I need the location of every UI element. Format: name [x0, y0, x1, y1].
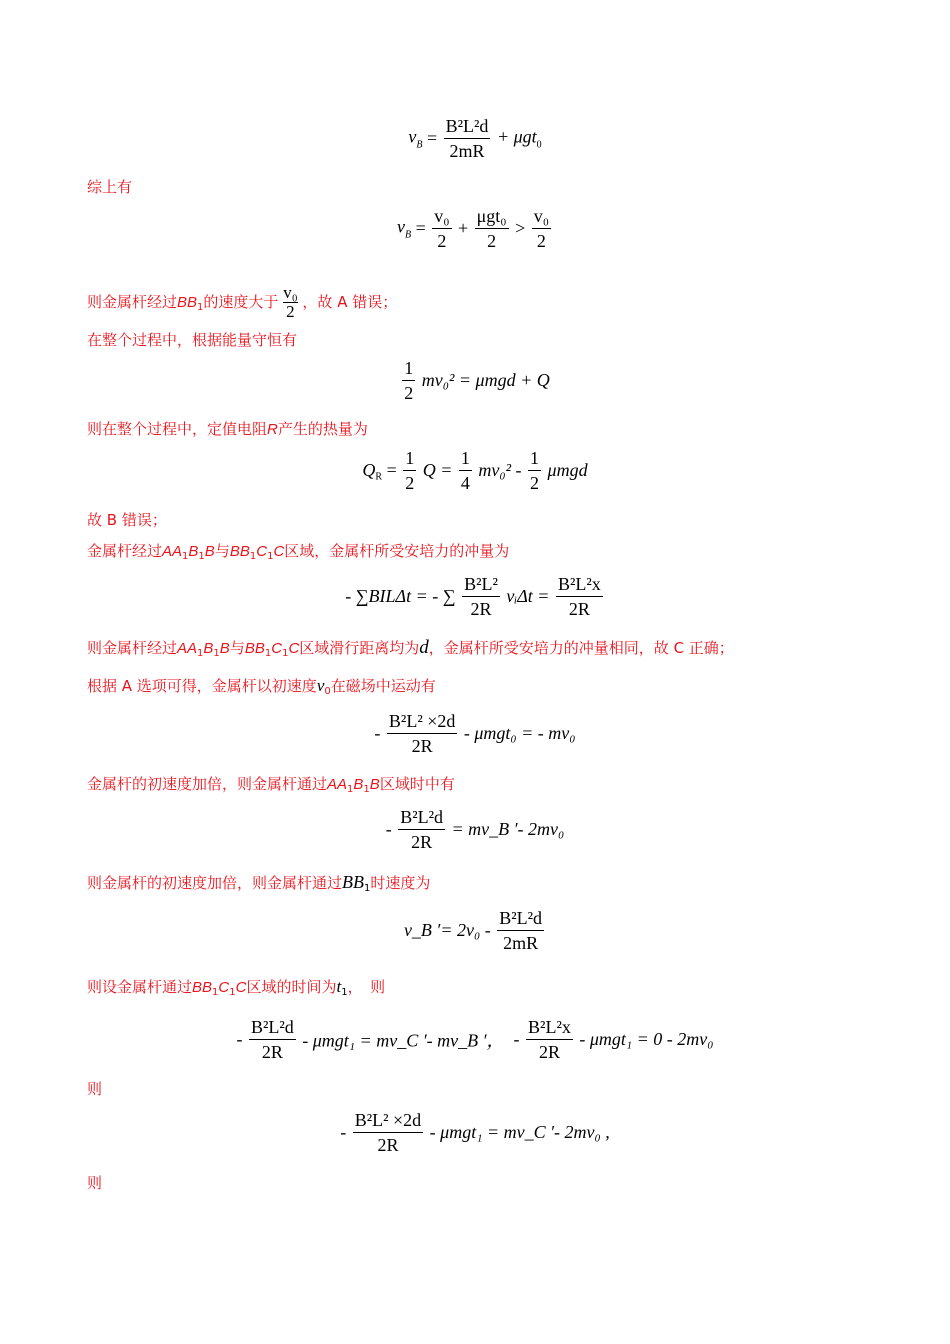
- eq-term: mv₀² = μmgd + Q: [421, 370, 550, 390]
- eq-term: - ∑BILΔt = - ∑: [345, 586, 456, 606]
- text: 则设金属杆通过: [87, 978, 193, 996]
- subscript: 1: [267, 551, 274, 562]
- text: B: [369, 776, 380, 793]
- denominator: 2R: [470, 599, 492, 619]
- text: BB: [229, 543, 250, 560]
- fraction: [402, 356, 415, 405]
- text: C: [235, 979, 247, 996]
- subscript: 1: [363, 784, 370, 795]
- equation-vc: - $\frac{\text{B²L² ×2d}}{2R}$ - μmgt₁ = mv_C ′- 2mv₀ ,: [340, 1110, 610, 1155]
- text-line: [87, 872, 430, 899]
- text: 与: [214, 542, 230, 560]
- text: 区域滑行距离均为: [299, 639, 420, 657]
- equation-vb-compare: $v_B$ = $\frac{\text{v₀}}{2}$ + $\frac{\text{μgt₀}}{2}$ > $\frac{\text{v₀}}{2}$: [396, 206, 550, 251]
- text-line: [87, 284, 397, 321]
- denominator: 2: [487, 231, 497, 251]
- text-line: [87, 638, 734, 664]
- subscript: 1: [182, 551, 189, 562]
- equation-momentum-2: - $\frac{\text{B²L²d}}{2R}$ = mv_B ′- 2mv₀: [385, 807, 565, 852]
- numerator: B²L²d: [444, 114, 491, 139]
- numerator: B²L² ×2d: [387, 709, 457, 734]
- denominator: 2R: [377, 1135, 399, 1155]
- equation-vb-prime: [0, 906, 950, 955]
- text: BB: [342, 872, 365, 892]
- numerator: B²L²d: [249, 1015, 296, 1040]
- paragraph: 则: [87, 1174, 103, 1192]
- text: 区域时中有: [379, 775, 455, 793]
- text: BB: [192, 979, 213, 996]
- numerator: 1: [528, 446, 541, 471]
- equation-time-pair: - $\frac{\text{B²L²d}}{2R}$ - μmgt₁ = mv_C ′- mv_B ′， - $\frac{\text{B²L²x}}{2R}$ - μmgt₁ = 0 - 2mv₀: [236, 1017, 714, 1062]
- text: BB: [244, 640, 265, 657]
- eq-subscript: R: [375, 471, 383, 483]
- denominator: 2: [286, 302, 295, 321]
- fraction: [432, 204, 451, 253]
- subscript: 1: [264, 648, 272, 659]
- text: 在磁场中运动有: [330, 677, 436, 695]
- eq-term: = mv_B ′- 2mv₀: [451, 819, 565, 839]
- numerator: μgt₀: [475, 204, 509, 229]
- eq-term: μmgd: [547, 460, 588, 480]
- text-line: [87, 774, 455, 800]
- denominator: 2: [437, 231, 447, 251]
- paragraph: 综上有: [87, 178, 133, 196]
- paragraph: 故 B 错误；: [87, 511, 167, 529]
- denominator: 2: [536, 231, 546, 251]
- text: C: [288, 640, 300, 657]
- text: 与: [229, 639, 245, 657]
- text: AA: [327, 776, 348, 793]
- eq-term: Q =: [422, 460, 453, 480]
- text: B: [219, 640, 230, 657]
- text: B: [188, 543, 199, 560]
- subscript: 0: [324, 686, 331, 697]
- text: ，金属杆所受安培力的冲量相同，故 C 正确；: [428, 639, 734, 657]
- eq-symbol: Q: [362, 460, 376, 480]
- text-line: [87, 1079, 102, 1099]
- text: B: [353, 776, 364, 793]
- denominator: 2: [530, 473, 540, 493]
- numerator: B²L²: [462, 572, 500, 597]
- text-line: [87, 1173, 102, 1193]
- fraction: [528, 446, 541, 495]
- eq-subscript: B: [416, 139, 423, 151]
- denominator: 2R: [538, 1042, 560, 1062]
- subscript: 1: [213, 648, 220, 659]
- text: BB: [177, 294, 198, 311]
- numerator: 1: [402, 356, 415, 381]
- text: C: [273, 543, 285, 560]
- subscript: 1: [249, 551, 257, 562]
- text: d: [419, 637, 429, 658]
- text: 金属杆的初速度加倍，则金属杆通过: [87, 775, 328, 793]
- subscript: 1: [197, 302, 204, 313]
- fraction: [475, 204, 509, 253]
- paragraph: 在整个过程中，根据能量守恒有: [87, 331, 298, 349]
- text: C: [256, 543, 268, 560]
- denominator: 2mR: [503, 933, 539, 953]
- text: v: [316, 676, 325, 695]
- subscript: 1: [347, 784, 354, 795]
- paragraph: 则: [87, 1080, 103, 1098]
- subscript: 1: [364, 883, 371, 894]
- fraction: [387, 709, 457, 758]
- subscript: 1: [197, 648, 204, 659]
- text: 则在整个过程中，定值电阻: [87, 420, 268, 438]
- denominator: 4: [460, 473, 470, 493]
- text-line: [87, 541, 509, 567]
- equation-vb: $v_B$ = $\frac{\text{B²L²d}}{2mR}$ + μgt$_0$: [408, 116, 542, 161]
- denominator: 2R: [411, 736, 433, 756]
- eq-term: - μmgt₁ = mv_C ′- mv_B ′，: [302, 1030, 505, 1051]
- fraction: [444, 114, 491, 163]
- denominator: 2R: [568, 599, 590, 619]
- fraction: [249, 1015, 296, 1064]
- fraction: [532, 204, 551, 253]
- eq-symbol: v: [396, 216, 405, 237]
- denominator: 2mR: [449, 141, 485, 161]
- fraction: [462, 572, 500, 621]
- numerator: v₀: [532, 204, 551, 229]
- text-line: [87, 977, 385, 1003]
- eq-subscript: B: [404, 229, 412, 241]
- equation-energy: [0, 356, 950, 405]
- fraction: [526, 1015, 573, 1064]
- text: t: [336, 977, 342, 996]
- text: 区域，金属杆所受安培力的冲量为: [284, 542, 510, 560]
- numerator: v₀: [283, 283, 298, 302]
- text: B: [203, 640, 214, 657]
- numerator: 1: [459, 446, 472, 471]
- numerator: 1: [403, 446, 416, 471]
- fraction: [556, 572, 603, 621]
- text: 时速度为: [370, 874, 431, 892]
- subscript: 1: [229, 987, 236, 998]
- text-line: [87, 177, 132, 197]
- numerator: B²L²x: [526, 1015, 573, 1040]
- subscript: 1: [212, 987, 219, 998]
- text: C: [271, 640, 283, 657]
- fraction: [497, 906, 544, 955]
- text: 根据 A 选项可得，金属杆以初速度: [87, 677, 317, 695]
- numerator: B²L² ×2d: [353, 1108, 423, 1133]
- text: 则金属杆的初速度加倍，则金属杆通过: [87, 874, 343, 892]
- denominator: 2R: [261, 1042, 283, 1062]
- text: 金属杆经过: [87, 542, 163, 560]
- fraction: [398, 805, 445, 854]
- eq-term: - μmgt₁ = 0 - 2mv₀: [579, 1029, 714, 1049]
- numerator: B²L²x: [556, 572, 603, 597]
- eq-term: vᵢΔt =: [506, 586, 550, 606]
- eq-term: - μmgt₀ = - mv₀: [463, 723, 576, 743]
- denominator: 2: [404, 383, 414, 403]
- text: 产生的热量为: [277, 420, 368, 438]
- eq-symbol: v: [408, 126, 417, 147]
- fraction: [403, 446, 416, 495]
- eq-term: mv₀² -: [478, 460, 522, 480]
- numerator: v₀: [432, 204, 451, 229]
- equation-impulse: [0, 572, 950, 621]
- numerator: B²L²d: [398, 805, 445, 830]
- text: ，故 A 错误；: [302, 293, 398, 311]
- subscript: 1: [198, 551, 205, 562]
- text: ， 则: [347, 978, 386, 996]
- eq-term: + μgt: [496, 126, 537, 147]
- text: 的速度大于: [203, 293, 279, 311]
- fraction: [459, 446, 472, 495]
- denominator: 2R: [411, 832, 433, 852]
- fraction: [283, 284, 297, 321]
- text-line: [87, 419, 368, 440]
- text: 则金属杆经过: [87, 639, 178, 657]
- fraction: [353, 1108, 423, 1157]
- equation-heat: $Q_R$ = $\frac{1}{2}$ Q = $\frac{1}{4}$ mv₀² - $\frac{1}{2}$ μmgd: [362, 448, 588, 493]
- text: AA: [177, 640, 198, 657]
- equation-momentum-1: - $\frac{\text{B²L² ×2d}}{2R}$ - μmgt₀ = - mv₀: [374, 711, 576, 756]
- text-line: [87, 510, 167, 530]
- text: R: [267, 421, 278, 438]
- subscript: 1: [282, 648, 289, 659]
- text-line: [87, 676, 436, 702]
- text: 则金属杆经过: [87, 293, 178, 311]
- subscript: 1: [341, 987, 348, 998]
- text-line: [87, 330, 297, 350]
- numerator: B²L²d: [497, 906, 544, 931]
- text: C: [218, 979, 230, 996]
- text: 区域的时间为: [246, 978, 337, 996]
- denominator: 2: [405, 473, 415, 493]
- eq-subscript: 0: [536, 139, 542, 151]
- eq-term: - μmgt₁ = mv_C ′- 2mv₀ ,: [429, 1122, 610, 1142]
- text: AA: [162, 543, 183, 560]
- text: B: [204, 543, 215, 560]
- eq-term: v_B ′= 2v₀ -: [403, 920, 491, 940]
